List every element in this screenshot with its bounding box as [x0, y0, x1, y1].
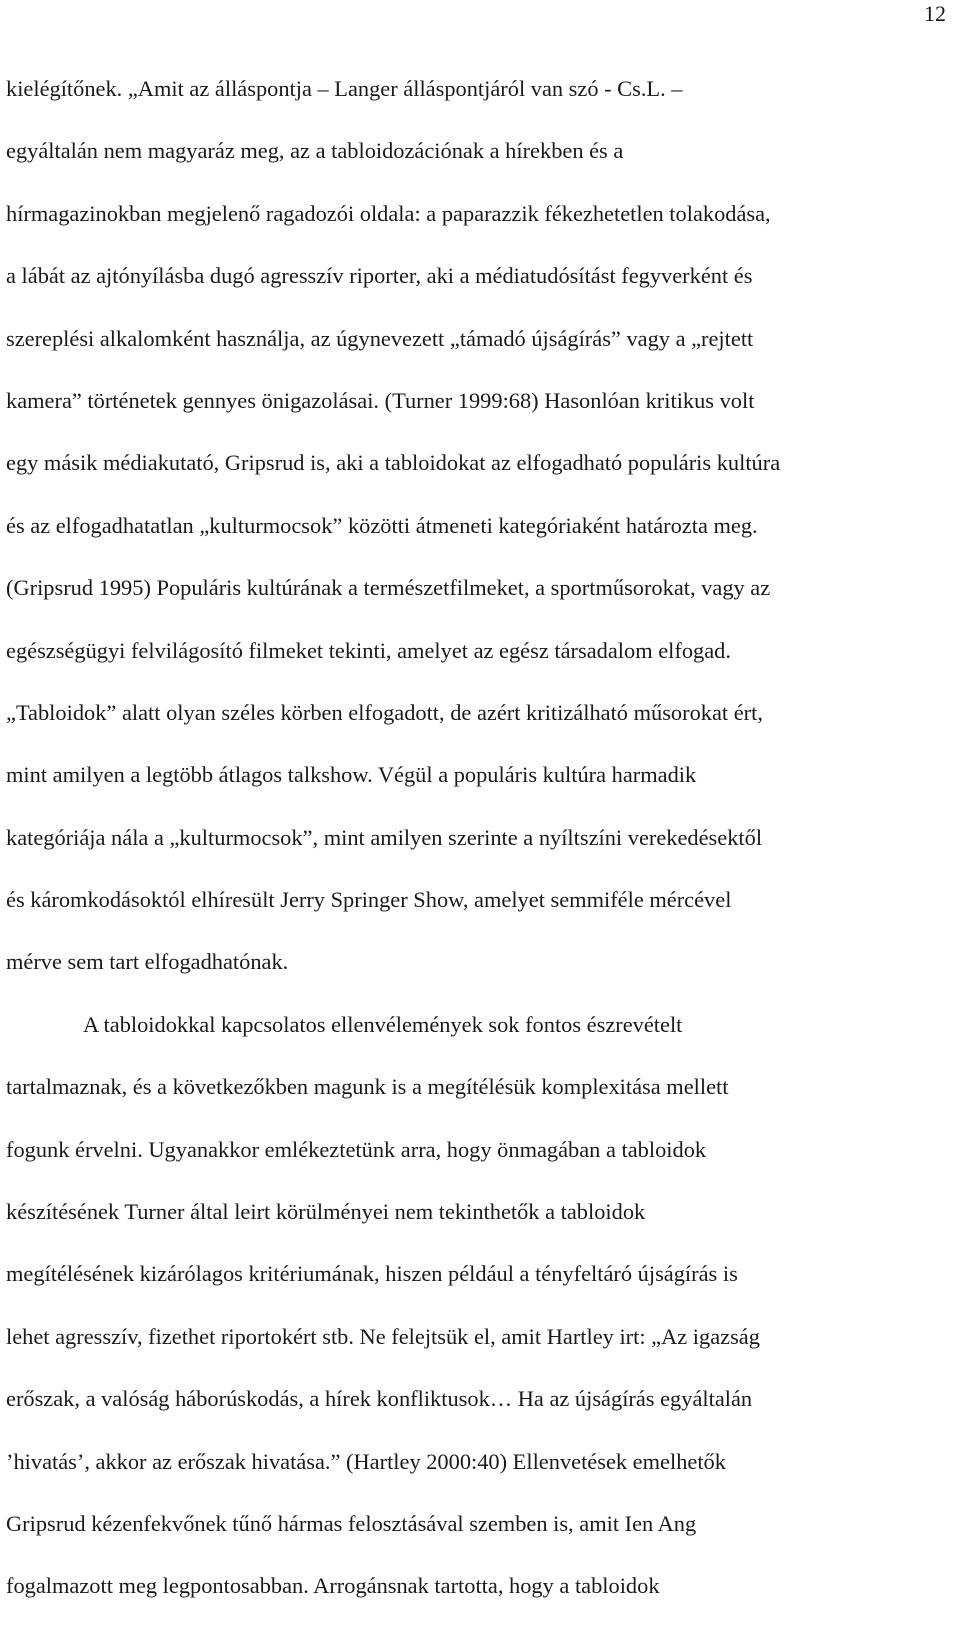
- text-line: „Tabloidok” alatt olyan széles körben elfogadott, de azért kritizálható műsorokat ért,: [6, 699, 763, 725]
- text-line: lehet agresszív, fizethet riportokért stb. Ne felejtsük el, amit Hartley irt: „Az igazság: [6, 1323, 760, 1349]
- text-line: és az elfogadhatatlan „kulturmocsok” közötti átmeneti kategóriaként határozta meg.: [6, 512, 758, 538]
- text-line: kategóriája nála a „kulturmocsok”, mint amilyen szerinte a nyíltszíni verekedésektől: [6, 824, 763, 850]
- text-line: fogunk érvelni. Ugyanakkor emlékeztetünk arra, hogy önmagában a tabloidok: [6, 1136, 707, 1162]
- text-line: mint amilyen a legtöbb átlagos talkshow. Végül a populáris kultúra harmadik: [6, 762, 697, 788]
- page-number: 12: [924, 1, 946, 26]
- text-line: mérve sem tart elfogadhatónak.: [6, 949, 289, 975]
- text-line: szereplési alkalomként használja, az úgynevezett „támadó újságírás” vagy a „rejtett: [6, 325, 754, 351]
- text-line: erőszak, a valóság háborúskodás, a hírek konfliktusok… Ha az újságírás egyáltalán: [6, 1386, 753, 1412]
- text-line: egészségügyi felvilágosító filmeket tekinti, amelyet az egész társadalom elfogad.: [6, 637, 731, 663]
- text-line: és káromkodásoktól elhíresült Jerry Springer Show, amelyet semmiféle mércével: [6, 887, 732, 913]
- text-line: Gripsrud kézenfekvőnek tűnő hármas felosztásával szemben is, amit Ien Ang: [6, 1510, 697, 1536]
- text-line: fogalmazott meg legpontosabban. Arrogánsnak tartotta, hogy a tabloidok: [6, 1573, 660, 1599]
- text-line: a lábát az ajtónyílásba dugó agresszív riporter, aki a médiatudósítást fegyverként és: [6, 263, 753, 289]
- text-line: ’hivatás’, akkor az erőszak hivatása.” (Hartley 2000:40) Ellenvetések emelhetők: [6, 1448, 726, 1474]
- text-line: tartalmaznak, és a következőkben magunk is a megítélésük komplexitása mellett: [6, 1074, 729, 1100]
- document-body: [6, 58, 951, 1618]
- paragraph-first-line: A tabloidokkal kapcsolatos ellenvélemények sok fontos észrevételt: [83, 1011, 683, 1037]
- text-line: megítélésének kizárólagos kritériumának, hiszen például a tényfeltáró újságírás is: [6, 1261, 738, 1287]
- text-line: készítésének Turner által leirt körülményei nem tekinthetők a tabloidok: [6, 1199, 646, 1225]
- text-line: egy másik médiakutató, Gripsrud is, aki a tabloidokat az elfogadható populáris kultúra: [6, 450, 781, 476]
- text-line: (Gripsrud 1995) Populáris kultúrának a természetfilmeket, a sportműsorokat, vagy az: [6, 575, 771, 601]
- text-line: egyáltalán nem magyaráz meg, az a tabloidozációnak a hírekben és a: [6, 138, 624, 164]
- text-line: kielégítőnek. „Amit az álláspontja – Langer álláspontjáról van szó - Cs.L. –: [6, 76, 683, 101]
- text-line: kamera” történetek gennyes önigazolásai. (Turner 1999:68) Hasonlóan kritikus volt: [6, 387, 755, 413]
- text-line: hírmagazinokban megjelenő ragadozói oldala: a paparazzik fékezhetetlen tolakodása,: [6, 200, 771, 226]
